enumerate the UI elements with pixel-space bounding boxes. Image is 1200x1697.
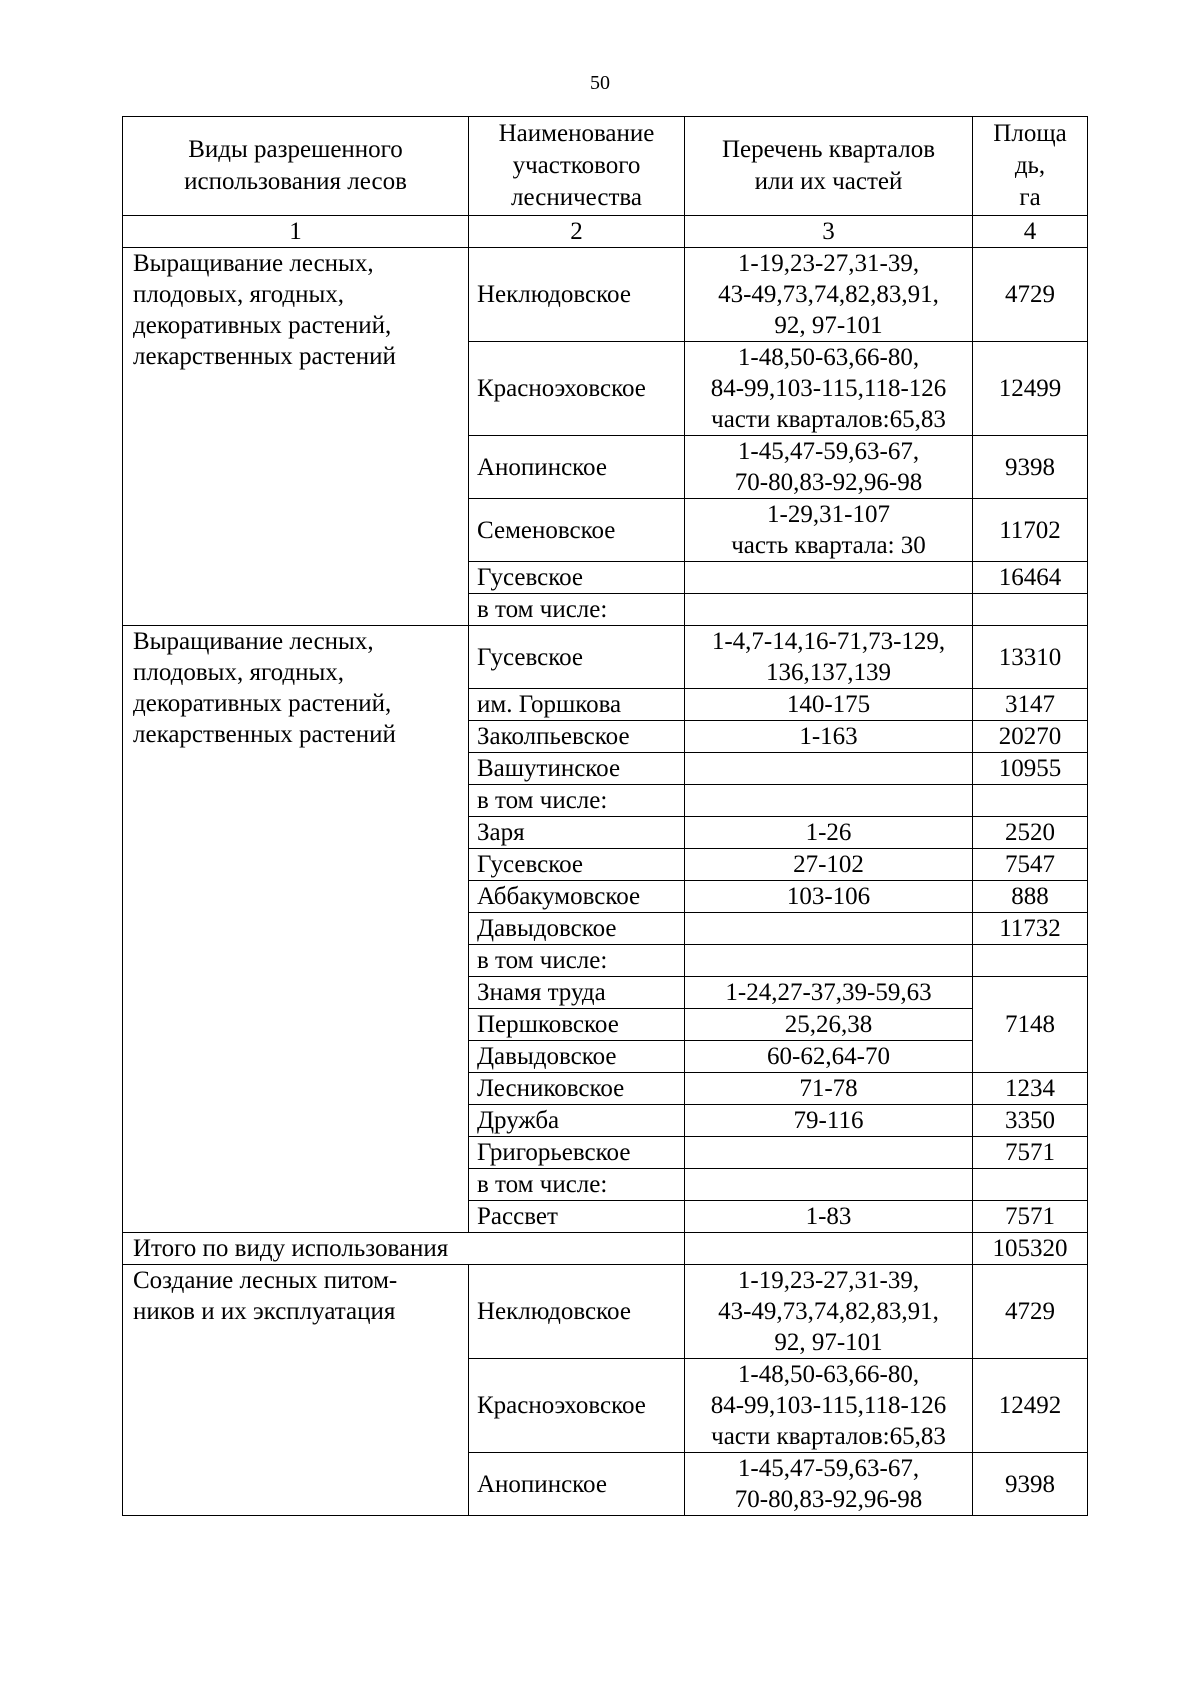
district-cell: в том числе: [469,785,685,817]
area-cell: 7547 [973,849,1088,881]
area-cell: 888 [973,881,1088,913]
area-cell: 1234 [973,1073,1088,1105]
district-cell: Анопинское [469,1453,685,1516]
quarters-cell [685,913,973,945]
total-quarters-cell [685,1233,973,1265]
district-cell: в том числе: [469,594,685,626]
area-cell: 13310 [973,626,1088,689]
district-cell: Григорьевское [469,1137,685,1169]
area-cell: 9398 [973,1453,1088,1516]
district-cell: Давыдовское [469,1041,685,1073]
district-cell: Вашутинское [469,753,685,785]
table-row [123,248,1088,342]
column-number: 3 [685,216,973,248]
quarters-cell [685,753,973,785]
quarters-cell: 1-163 [685,721,973,753]
district-cell: Красноэховское [469,1359,685,1453]
area-cell: 11732 [973,913,1088,945]
district-cell: Лесниковское [469,1073,685,1105]
column-number: 2 [469,216,685,248]
header-area: Площа дь, га [973,117,1088,216]
district-cell: Заколпьевское [469,721,685,753]
use-type-cell: Создание лесных питом- ников и их эксплуатация [123,1265,469,1516]
quarters-cell: 140-175 [685,689,973,721]
quarters-cell: 1-24,27-37,39-59,63 [685,977,973,1009]
quarters-cell: 1-19,23-27,31-39, 43-49,73,74,82,83,91, 92, 97-101 [685,1265,973,1359]
area-cell: 11702 [973,499,1088,562]
area-cell: 12499 [973,342,1088,436]
area-cell: 10955 [973,753,1088,785]
district-cell: Знамя труда [469,977,685,1009]
district-cell: Давыдовское [469,913,685,945]
forest-use-table [122,116,1088,1516]
column-number: 1 [123,216,469,248]
district-cell: Гусевское [469,849,685,881]
column-number-row [123,216,1088,248]
quarters-cell: 103-106 [685,881,973,913]
area-cell [973,1169,1088,1201]
quarters-cell [685,785,973,817]
quarters-cell: 27-102 [685,849,973,881]
quarters-cell: 1-48,50-63,66-80, 84-99,103-115,118-126 части кварталов:65,83 [685,1359,973,1453]
total-row [123,1233,1088,1265]
quarters-cell: 1-45,47-59,63-67, 70-80,83-92,96-98 [685,1453,973,1516]
total-label: Итого по виду использования [123,1233,685,1265]
header-quarters: Перечень кварталов или их частей [685,117,973,216]
area-cell: 7571 [973,1137,1088,1169]
quarters-cell: 71-78 [685,1073,973,1105]
header-district: Наименование участкового лесничества [469,117,685,216]
quarters-cell: 1-19,23-27,31-39, 43-49,73,74,82,83,91, 92, 97-101 [685,248,973,342]
district-cell: Аббакумовское [469,881,685,913]
quarters-cell: 1-29,31-107 часть квартала: 30 [685,499,973,562]
district-cell: Дружба [469,1105,685,1137]
area-cell: 2520 [973,817,1088,849]
area-cell: 7571 [973,1201,1088,1233]
quarters-cell: 25,26,38 [685,1009,973,1041]
quarters-cell [685,1137,973,1169]
total-value: 105320 [973,1233,1088,1265]
area-cell: 12492 [973,1359,1088,1453]
district-cell: Неклюдовское [469,248,685,342]
area-cell [973,785,1088,817]
quarters-cell: 1-48,50-63,66-80, 84-99,103-115,118-126 части кварталов:65,83 [685,342,973,436]
area-cell: 7148 [973,977,1088,1073]
area-cell [973,594,1088,626]
table-row [123,1265,1088,1359]
area-cell: 3350 [973,1105,1088,1137]
district-cell: в том числе: [469,945,685,977]
district-cell: Рассвет [469,1201,685,1233]
district-cell: Неклюдовское [469,1265,685,1359]
district-cell: Гусевское [469,626,685,689]
area-cell [973,945,1088,977]
quarters-cell: 1-26 [685,817,973,849]
quarters-cell: 60-62,64-70 [685,1041,973,1073]
table-row [123,626,1088,689]
quarters-cell [685,562,973,594]
district-cell: Першковское [469,1009,685,1041]
area-cell: 4729 [973,248,1088,342]
district-cell: Красноэховское [469,342,685,436]
column-number: 4 [973,216,1088,248]
district-cell: Семеновское [469,499,685,562]
quarters-cell [685,945,973,977]
area-cell: 4729 [973,1265,1088,1359]
area-cell: 9398 [973,436,1088,499]
page-number: 50 [590,72,610,94]
use-type-cell: Выращивание лесных, плодовых, ягодных, декоративных растений, лекарственных растений [123,248,469,626]
quarters-cell: 1-4,7-14,16-71,73-129, 136,137,139 [685,626,973,689]
quarters-cell: 1-83 [685,1201,973,1233]
district-cell: в том числе: [469,1169,685,1201]
district-cell: им. Горшкова [469,689,685,721]
area-cell: 16464 [973,562,1088,594]
quarters-cell: 79-116 [685,1105,973,1137]
use-type-cell: Выращивание лесных, плодовых, ягодных, декоративных растений, лекарственных растений [123,626,469,1233]
district-cell: Анопинское [469,436,685,499]
header-row [123,117,1088,216]
area-cell: 20270 [973,721,1088,753]
quarters-cell [685,1169,973,1201]
district-cell: Гусевское [469,562,685,594]
header-use-type: Виды разрешенного использования лесов [123,117,469,216]
quarters-cell [685,594,973,626]
area-cell: 3147 [973,689,1088,721]
quarters-cell: 1-45,47-59,63-67, 70-80,83-92,96-98 [685,436,973,499]
district-cell: Заря [469,817,685,849]
